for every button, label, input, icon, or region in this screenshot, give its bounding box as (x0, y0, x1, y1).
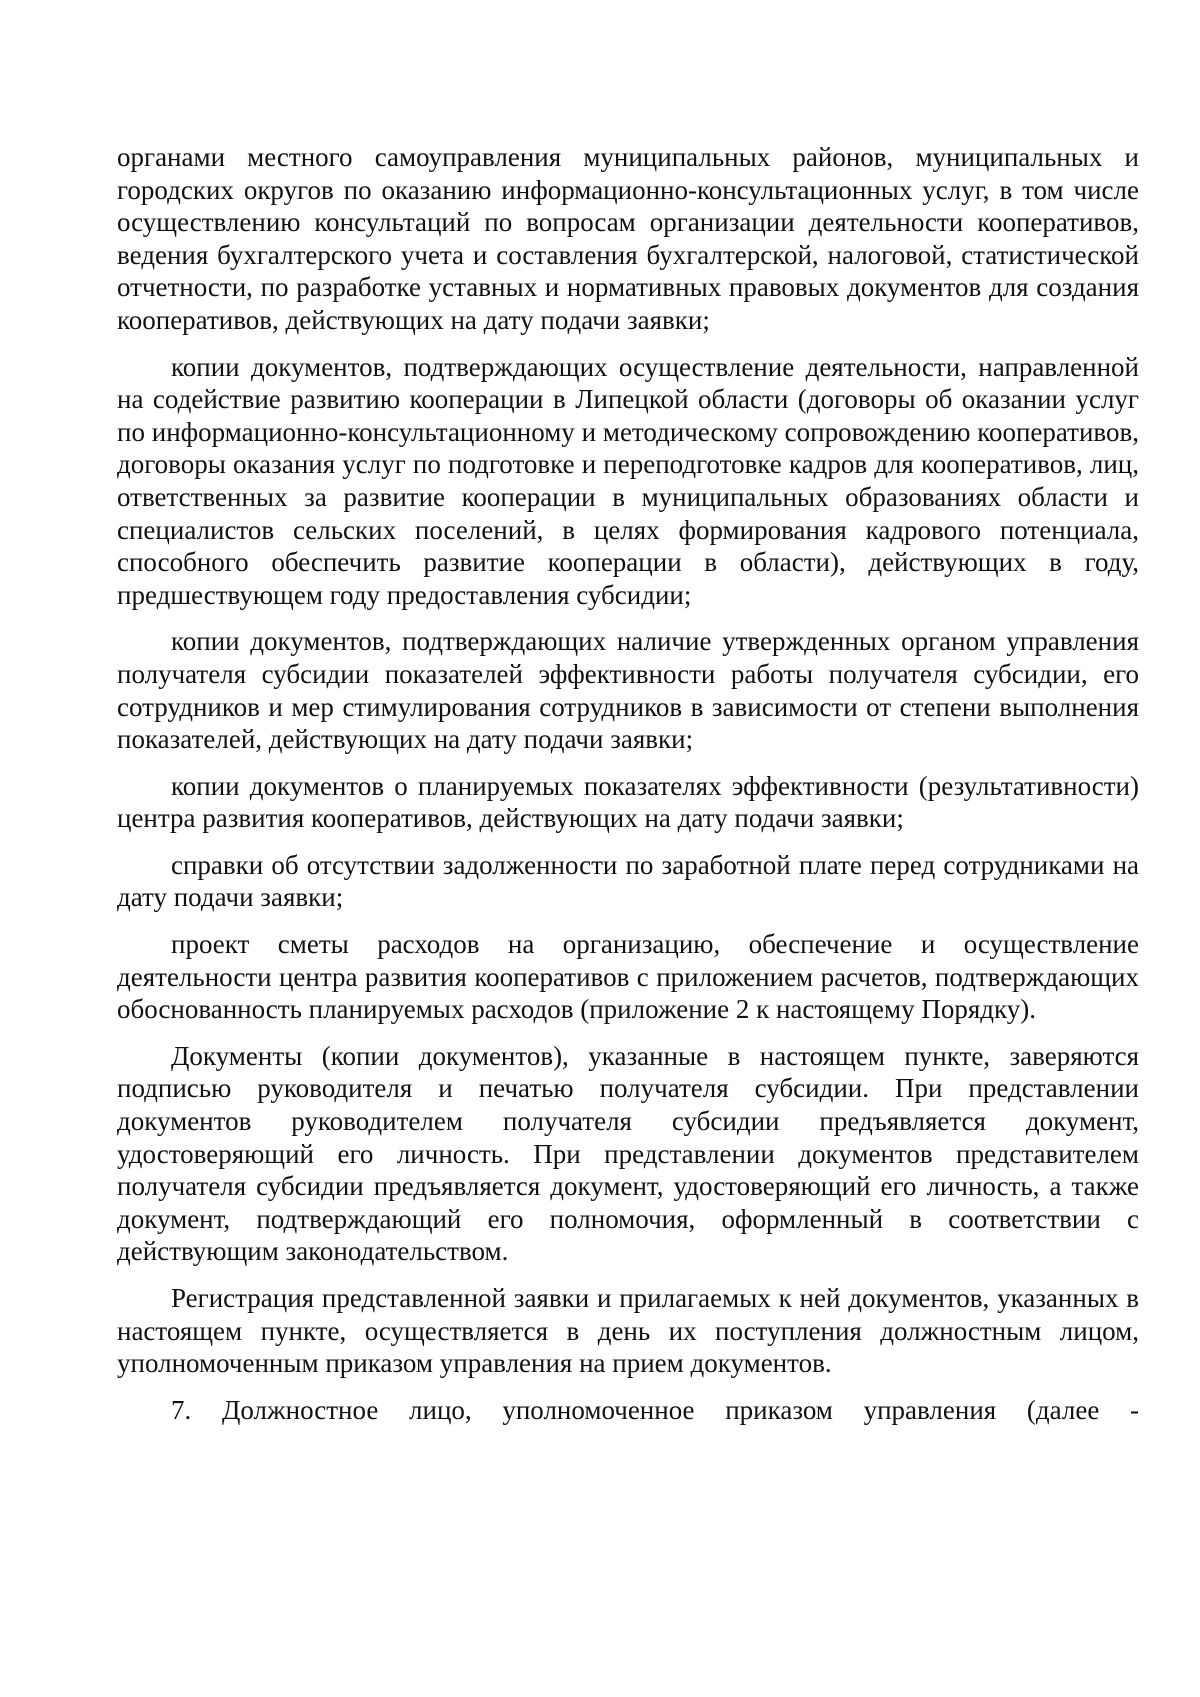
paragraph-document-certification: Документы (копии документов), указанные в настоящем пункте, заверяются подписью руководителя и печатью получателя субсидии. При представлении документов руководителем получателя субсидии предъявляется документ, удостоверяющий его личность. При представлении документов представителем получателя субсидии предъявляется документ, удостоверяющий его личность, а также документ, подтверждающий его полномочия, оформленный в соответствии с действующим законодательством. (117, 1040, 1139, 1267)
paragraph-planned-indicators: копии документов о планируемых показателях эффективности (результативности) центра развития кооперативов, действующих на дату подачи заявки; (117, 770, 1139, 834)
document-page (117, 141, 1139, 1440)
paragraph-cooperation-documents: копии документов, подтверждающих осуществление деятельности, направленной на содействие развитию кооперации в Липецкой области (договоры об оказании услуг по информационно-консультационному и методическому сопровождению кооперативов, договоры оказания услуг по подготовке и переподготовке кадров для кооперативов, лиц, ответственных за развитие кооперации в муниципальных образованиях области и специалистов сельских поселений, в целях формирования кадрового потенциала, способного обеспечить развитие кооперации в области), действующих в году, предшествующем году предоставления субсидии; (117, 351, 1139, 610)
paragraph-no-salary-debt: справки об отсутствии задолженности по заработной плате перед сотрудниками на дату подачи заявки; (117, 849, 1139, 913)
paragraph-continuation: органами местного самоуправления муниципальных районов, муниципальных и городских округов по оказанию информационно-консультационных услуг, в том числе осуществлению консультаций по вопросам организации деятельности кооперативов, ведения бухгалтерского учета и составления бухгалтерской, налоговой, статистической отчетности, по разработке уставных и нормативных правовых документов для создания кооперативов, действующих на дату подачи заявки; (117, 142, 1139, 335)
paragraph-item-7: 7. Должностное лицо, уполномоченное приказом управления (далее - (171, 1394, 1139, 1425)
paragraph-registration: Регистрация представленной заявки и прилагаемых к ней документов, указанных в настоящем пункте, осуществляется в день их поступления должностным лицом, уполномоченным приказом управления на прием документов. (117, 1283, 1139, 1379)
paragraph-cost-estimate: проект сметы расходов на организацию, обеспечение и осуществление деятельности центра развития кооперативов с приложением расчетов, подтверждающих обоснованность планируемых расходов (приложение 2 к настоящему Порядку). (117, 929, 1139, 1025)
paragraph-efficiency-indicators: копии документов, подтверждающих наличие утвержденных органом управления получателя субсидии показателей эффективности работы получателя субсидии, его сотрудников и мер стимулирования сотрудников в зависимости от степени выполнения показателей, действующих на дату подачи заявки; (117, 626, 1139, 755)
